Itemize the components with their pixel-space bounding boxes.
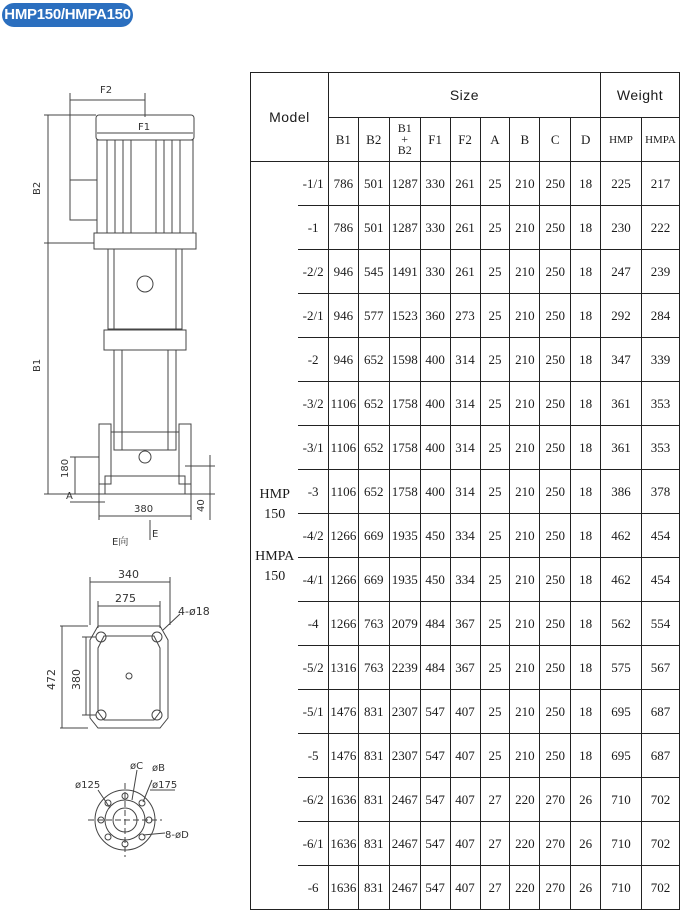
dim-d: 8-øD (165, 830, 189, 841)
view-arrow-label: E (152, 529, 159, 540)
model-name-cell (251, 162, 299, 910)
col-d: D (571, 118, 601, 162)
table-row (251, 602, 680, 646)
cell-b2: 669 (358, 558, 389, 602)
cell-b2: 831 (358, 778, 389, 822)
cell-b: 210 (510, 690, 540, 734)
cell-b2: 652 (358, 470, 389, 514)
variant-cell: -5 (298, 734, 328, 778)
cell-d: 18 (571, 338, 601, 382)
variant-cell: -4 (298, 602, 328, 646)
variant-cell: -6/2 (298, 778, 328, 822)
cell-hmpa: 339 (641, 338, 679, 382)
cell-f1: 547 (420, 734, 450, 778)
view-label: E向 (112, 537, 129, 548)
anchor-holes: 4-ø18 (178, 605, 210, 618)
cell-hmpa: 702 (641, 778, 679, 822)
cell-b2: 763 (358, 602, 389, 646)
cell-a: 25 (480, 514, 510, 558)
cell-s: 1598 (389, 338, 420, 382)
cell-hmp: 347 (601, 338, 642, 382)
dim-340: 340 (118, 568, 139, 581)
cell-b1: 1106 (328, 470, 358, 514)
cell-b1: 1476 (328, 690, 358, 734)
cell-b2: 545 (358, 250, 389, 294)
col-c: C (540, 118, 571, 162)
cell-c: 250 (540, 294, 571, 338)
cell-b: 210 (510, 602, 540, 646)
cell-f2: 407 (450, 690, 480, 734)
cell-b1: 1266 (328, 558, 358, 602)
cell-f2: 367 (450, 646, 480, 690)
cell-s: 1523 (389, 294, 420, 338)
cell-a: 25 (480, 470, 510, 514)
cell-a: 27 (480, 778, 510, 822)
variant-cell: -1 (298, 206, 328, 250)
cell-hmpa: 702 (641, 866, 679, 910)
variant-cell: -6/1 (298, 822, 328, 866)
cell-hmp: 710 (601, 866, 642, 910)
cell-d: 18 (571, 514, 601, 558)
model-hmpa: HMPA (255, 548, 295, 564)
dim-40: 40 (196, 499, 207, 512)
cell-hmpa: 378 (641, 470, 679, 514)
cell-c: 250 (540, 690, 571, 734)
cell-f2: 314 (450, 382, 480, 426)
cell-d: 18 (571, 646, 601, 690)
cell-b: 210 (510, 558, 540, 602)
cell-d: 26 (571, 778, 601, 822)
pump-drawing-svg (0, 40, 250, 914)
cell-d: 18 (571, 250, 601, 294)
cell-b1: 1636 (328, 822, 358, 866)
cell-b: 210 (510, 294, 540, 338)
cell-f2: 407 (450, 734, 480, 778)
cell-hmp: 462 (601, 558, 642, 602)
cell-s: 1935 (389, 558, 420, 602)
table-row (251, 206, 680, 250)
variant-cell: -2 (298, 338, 328, 382)
cell-hmpa: 284 (641, 294, 679, 338)
cell-b2: 763 (358, 646, 389, 690)
cell-b: 210 (510, 514, 540, 558)
dim-380-base: 380 (70, 669, 83, 690)
dim-b2: B2 (32, 181, 43, 195)
cell-s: 1491 (389, 250, 420, 294)
cell-c: 270 (540, 778, 571, 822)
cell-a: 25 (480, 338, 510, 382)
dim-125: ø125 (75, 780, 101, 791)
cell-f2: 261 (450, 206, 480, 250)
cell-hmpa: 353 (641, 382, 679, 426)
weight-header: Weight (601, 73, 680, 118)
cell-b2: 652 (358, 382, 389, 426)
cell-a: 25 (480, 162, 510, 206)
cell-hmp: 230 (601, 206, 642, 250)
cell-b: 210 (510, 162, 540, 206)
cell-f1: 400 (420, 470, 450, 514)
cell-f2: 334 (450, 558, 480, 602)
cell-s: 1758 (389, 470, 420, 514)
cell-b: 220 (510, 866, 540, 910)
cell-c: 250 (540, 338, 571, 382)
cell-s: 1287 (389, 162, 420, 206)
table-row (251, 646, 680, 690)
cell-d: 18 (571, 206, 601, 250)
cell-f2: 407 (450, 866, 480, 910)
cell-c: 270 (540, 866, 571, 910)
variant-cell: -1/1 (298, 162, 328, 206)
cell-c: 250 (540, 734, 571, 778)
cell-b1: 1266 (328, 514, 358, 558)
series-badge: HMP150/HMPA150 (2, 3, 133, 27)
cell-d: 18 (571, 294, 601, 338)
variant-cell: -4/1 (298, 558, 328, 602)
cell-a: 25 (480, 646, 510, 690)
dim-f2: F2 (100, 85, 113, 96)
cell-b2: 831 (358, 734, 389, 778)
dim-f1: F1 (138, 122, 151, 133)
cell-d: 18 (571, 558, 601, 602)
cell-hmp: 462 (601, 514, 642, 558)
cell-hmpa: 239 (641, 250, 679, 294)
cell-a: 25 (480, 734, 510, 778)
cell-s: 2467 (389, 866, 420, 910)
cell-b: 210 (510, 734, 540, 778)
col-hmpa: HMPA (641, 118, 679, 162)
cell-f1: 360 (420, 294, 450, 338)
cell-b2: 669 (358, 514, 389, 558)
cell-c: 250 (540, 646, 571, 690)
cell-b2: 501 (358, 162, 389, 206)
cell-b1: 946 (328, 294, 358, 338)
model-hmp: HMP (259, 486, 290, 502)
size-header: Size (328, 73, 600, 118)
cell-hmp: 225 (601, 162, 642, 206)
cell-b1: 1316 (328, 646, 358, 690)
cell-b: 220 (510, 822, 540, 866)
cell-f2: 314 (450, 338, 480, 382)
cell-f2: 314 (450, 426, 480, 470)
cell-b2: 652 (358, 426, 389, 470)
cell-f1: 330 (420, 206, 450, 250)
cell-hmp: 562 (601, 602, 642, 646)
cell-hmp: 361 (601, 382, 642, 426)
dimension-drawing (0, 40, 250, 914)
table-row (251, 382, 680, 426)
cell-hmp: 575 (601, 646, 642, 690)
table-row (251, 822, 680, 866)
cell-b1: 1636 (328, 866, 358, 910)
cell-hmp: 710 (601, 822, 642, 866)
cell-f2: 314 (450, 470, 480, 514)
cell-f2: 407 (450, 778, 480, 822)
variant-cell: -4/2 (298, 514, 328, 558)
cell-b2: 577 (358, 294, 389, 338)
cell-hmpa: 554 (641, 602, 679, 646)
cell-hmpa: 687 (641, 734, 679, 778)
cell-c: 250 (540, 470, 571, 514)
table-row (251, 470, 680, 514)
cell-b1: 1106 (328, 382, 358, 426)
cell-b1: 946 (328, 250, 358, 294)
cell-s: 2307 (389, 734, 420, 778)
cell-f1: 547 (420, 778, 450, 822)
variant-cell: -3/1 (298, 426, 328, 470)
cell-hmpa: 353 (641, 426, 679, 470)
cell-f2: 261 (450, 162, 480, 206)
cell-b: 210 (510, 426, 540, 470)
cell-s: 2079 (389, 602, 420, 646)
cell-s: 2467 (389, 778, 420, 822)
col-b: B (510, 118, 540, 162)
table-row (251, 690, 680, 734)
table-row (251, 294, 680, 338)
cell-hmp: 292 (601, 294, 642, 338)
cell-c: 250 (540, 558, 571, 602)
cell-f1: 450 (420, 558, 450, 602)
cell-f1: 547 (420, 822, 450, 866)
cell-f2: 407 (450, 822, 480, 866)
cell-b1: 1636 (328, 778, 358, 822)
cell-d: 18 (571, 734, 601, 778)
cell-hmp: 386 (601, 470, 642, 514)
cell-b: 210 (510, 250, 540, 294)
cell-b: 210 (510, 382, 540, 426)
cell-f2: 273 (450, 294, 480, 338)
cell-b2: 831 (358, 822, 389, 866)
cell-hmp: 695 (601, 690, 642, 734)
cell-b: 210 (510, 338, 540, 382)
cell-s: 1758 (389, 382, 420, 426)
cell-d: 18 (571, 602, 601, 646)
cell-f1: 547 (420, 866, 450, 910)
dim-c: øC (130, 761, 144, 772)
col-b2: B2 (358, 118, 389, 162)
cell-b: 220 (510, 778, 540, 822)
variant-cell: -2/2 (298, 250, 328, 294)
cell-hmp: 361 (601, 426, 642, 470)
dim-180: 180 (60, 458, 71, 478)
cell-b: 210 (510, 646, 540, 690)
dim-380: 380 (134, 504, 154, 515)
variant-cell: -2/1 (298, 294, 328, 338)
model-hmp-size: 150 (264, 506, 286, 522)
variant-cell: -5/2 (298, 646, 328, 690)
cell-c: 250 (540, 602, 571, 646)
cell-b1: 946 (328, 338, 358, 382)
cell-a: 25 (480, 206, 510, 250)
col-b1-b2: B1 + B2 (389, 118, 420, 162)
cell-b: 210 (510, 470, 540, 514)
cell-f2: 367 (450, 602, 480, 646)
cell-a: 25 (480, 250, 510, 294)
cell-hmpa: 567 (641, 646, 679, 690)
cell-b: 210 (510, 206, 540, 250)
col-hmp: HMP (601, 118, 642, 162)
table-row (251, 426, 680, 470)
cell-c: 270 (540, 822, 571, 866)
cell-b1: 1266 (328, 602, 358, 646)
cell-s: 1935 (389, 514, 420, 558)
cell-c: 250 (540, 426, 571, 470)
cell-b2: 501 (358, 206, 389, 250)
dim-b: øB (152, 763, 165, 774)
cell-hmpa: 217 (641, 162, 679, 206)
cell-f1: 450 (420, 514, 450, 558)
cell-f2: 261 (450, 250, 480, 294)
col-f2: F2 (450, 118, 480, 162)
cell-hmpa: 702 (641, 822, 679, 866)
dim-472: 472 (45, 669, 58, 690)
table-row (251, 162, 680, 206)
cell-f1: 400 (420, 426, 450, 470)
cell-hmp: 710 (601, 778, 642, 822)
cell-a: 25 (480, 690, 510, 734)
cell-a: 25 (480, 602, 510, 646)
cell-f1: 547 (420, 690, 450, 734)
cell-b1: 1476 (328, 734, 358, 778)
cell-hmp: 247 (601, 250, 642, 294)
cell-a: 25 (480, 382, 510, 426)
cell-f2: 334 (450, 514, 480, 558)
cell-c: 250 (540, 250, 571, 294)
cell-hmpa: 454 (641, 558, 679, 602)
cell-s: 1758 (389, 426, 420, 470)
table-row (251, 866, 680, 910)
cell-b2: 652 (358, 338, 389, 382)
cell-d: 18 (571, 470, 601, 514)
cell-a: 27 (480, 866, 510, 910)
variant-cell: -3 (298, 470, 328, 514)
cell-f1: 400 (420, 382, 450, 426)
col-a: A (480, 118, 510, 162)
cell-a: 25 (480, 426, 510, 470)
cell-hmpa: 687 (641, 690, 679, 734)
cell-c: 250 (540, 382, 571, 426)
cell-a: 27 (480, 822, 510, 866)
cell-b1: 1106 (328, 426, 358, 470)
cell-s: 1287 (389, 206, 420, 250)
cell-c: 250 (540, 206, 571, 250)
cell-hmp: 695 (601, 734, 642, 778)
dim-a: A (66, 491, 73, 502)
cell-a: 25 (480, 558, 510, 602)
cell-s: 2307 (389, 690, 420, 734)
cell-d: 18 (571, 426, 601, 470)
cell-b1: 786 (328, 162, 358, 206)
cell-hmpa: 454 (641, 514, 679, 558)
table-row (251, 338, 680, 382)
table-row (251, 778, 680, 822)
dim-175: ø175 (152, 780, 178, 791)
cell-c: 250 (540, 162, 571, 206)
cell-a: 25 (480, 294, 510, 338)
cell-f1: 330 (420, 162, 450, 206)
cell-f1: 484 (420, 602, 450, 646)
variant-cell: -5/1 (298, 690, 328, 734)
dim-b1: B1 (32, 358, 43, 372)
table-row (251, 558, 680, 602)
cell-d: 18 (571, 162, 601, 206)
variant-cell: -6 (298, 866, 328, 910)
cell-hmpa: 222 (641, 206, 679, 250)
cell-b2: 831 (358, 866, 389, 910)
col-b1: B1 (328, 118, 358, 162)
model-header: Model (251, 73, 329, 162)
cell-d: 26 (571, 866, 601, 910)
model-hmpa-size: 150 (264, 568, 286, 584)
cell-f1: 400 (420, 338, 450, 382)
col-f1: F1 (420, 118, 450, 162)
cell-s: 2467 (389, 822, 420, 866)
table-row (251, 250, 680, 294)
cell-f1: 330 (420, 250, 450, 294)
cell-d: 18 (571, 382, 601, 426)
cell-f1: 484 (420, 646, 450, 690)
cell-s: 2239 (389, 646, 420, 690)
cell-b2: 831 (358, 690, 389, 734)
cell-d: 26 (571, 822, 601, 866)
cell-c: 250 (540, 514, 571, 558)
cell-b1: 786 (328, 206, 358, 250)
variant-cell: -3/2 (298, 382, 328, 426)
spec-table (250, 72, 680, 910)
table-row (251, 514, 680, 558)
table-row (251, 734, 680, 778)
dim-275: 275 (115, 592, 136, 605)
cell-d: 18 (571, 690, 601, 734)
